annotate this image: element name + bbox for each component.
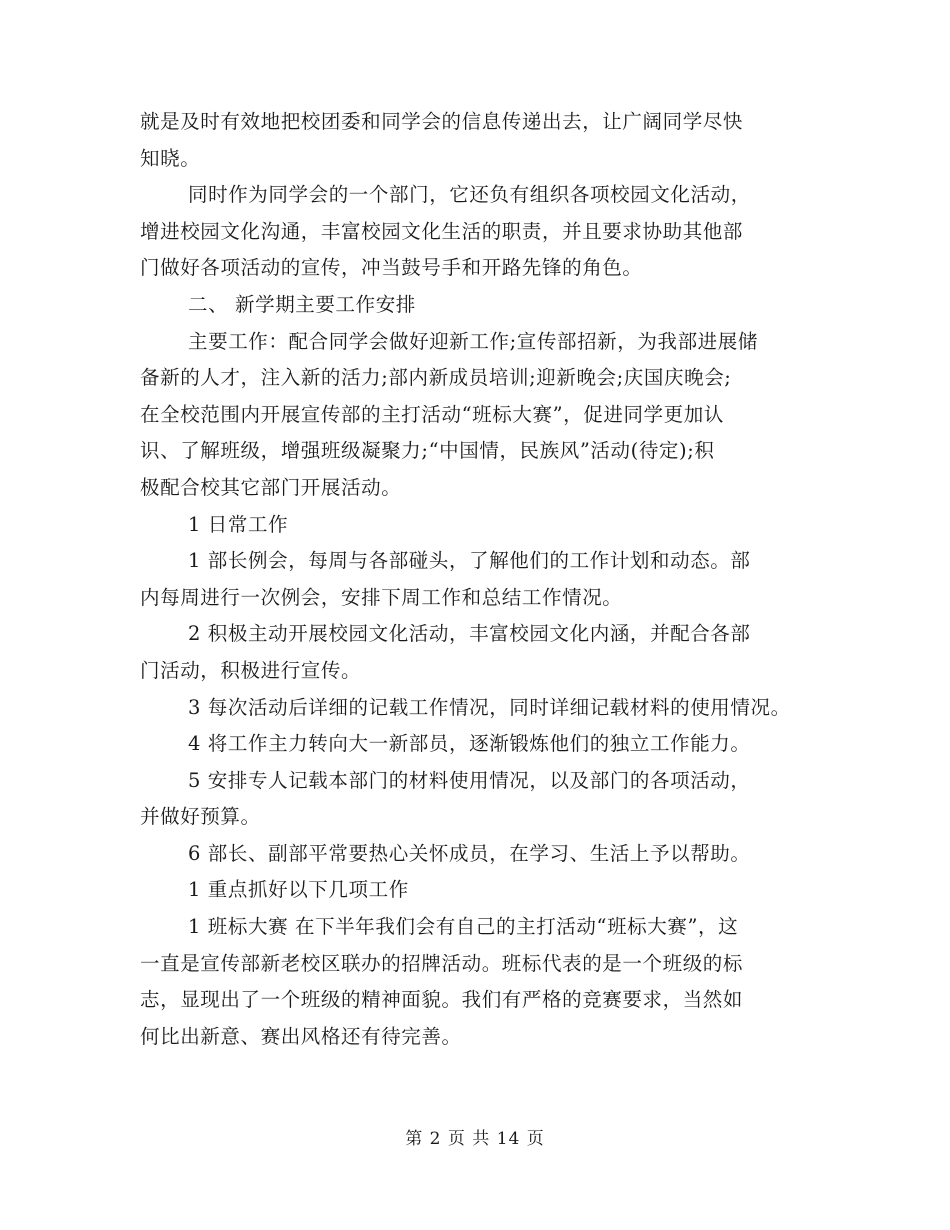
text-line: 一直是宣传部新老校区联办的招牌活动。班标代表的是一个班级的标: [140, 951, 744, 975]
text-line: 识、了解班级，增强班级凝聚力;“中国情，民族风”活动(待定);积: [140, 439, 715, 463]
text-line: 就是及时有效地把校团委和同学会的信息传递出去，让广阔同学尽快: [140, 110, 744, 133]
text-line: 6 部长、副部平常要热心关怀成员，在学习、生活上予以帮助。: [188, 841, 751, 865]
text-line: 1 日常工作: [188, 512, 289, 536]
text-line: 在全校范围内开展宣传部的主打活动“班标大赛”，促进同学更加认: [140, 402, 724, 426]
text-line: 并做好预算。: [140, 805, 261, 829]
text-line: 门活动，积极进行宣传。: [140, 658, 362, 682]
text-line: 1 部长例会，每周与各部碰头，了解他们的工作计划和动态。部: [188, 549, 751, 573]
text-line: 2 积极主动开展校园文化活动，丰富校园文化内涵，并配合各部: [188, 622, 751, 646]
text-line: 二、 新学期主要工作安排: [188, 292, 416, 316]
text-line: 知晓。: [140, 146, 201, 170]
text-line: 4 将工作主力转向大一新部员，逐渐锻炼他们的独立工作能力。: [188, 732, 751, 756]
text-line: 备新的人才，注入新的活力;部内新成员培训;迎新晚会;庆国庆晚会;: [140, 366, 732, 390]
text-line: 3 每次活动后详细的记载工作情况，同时详细记载材料的使用情况。: [188, 695, 791, 719]
text-line: 门做好各项活动的宣传，冲当鼓号手和开路先锋的角色。: [140, 256, 643, 280]
page-number-footer: 第 2 页 共 14 页: [405, 1129, 545, 1149]
text-line: 增进校园文化沟通，丰富校园文化生活的职责，并且要求协助其他部: [140, 219, 744, 243]
text-line: 何比出新意、赛出风格还有待完善。: [140, 1024, 462, 1048]
text-line: 极配合校其它部门开展活动。: [140, 475, 402, 499]
text-line: 1 重点抓好以下几项工作: [188, 878, 409, 902]
text-line: 5 安排专人记载本部门的材料使用情况，以及部门的各项活动，: [188, 768, 751, 792]
text-line: 同时作为同学会的一个部门，它还负有组织各项校园文化活动，: [188, 183, 751, 207]
text-line: 主要工作：配合同学会做好迎新工作;宣传部招新，为我部进展储: [188, 329, 758, 353]
text-line: 内每周进行一次例会，安排下周工作和总结工作情况。: [140, 585, 623, 609]
document-body: [140, 104, 820, 1055]
text-line: 志，显现出了一个班级的精神面貌。我们有严格的竞赛要求，当然如: [140, 988, 744, 1012]
text-line: 1 班标大赛 在下半年我们会有自己的主打活动“班标大赛”，这: [188, 915, 739, 939]
